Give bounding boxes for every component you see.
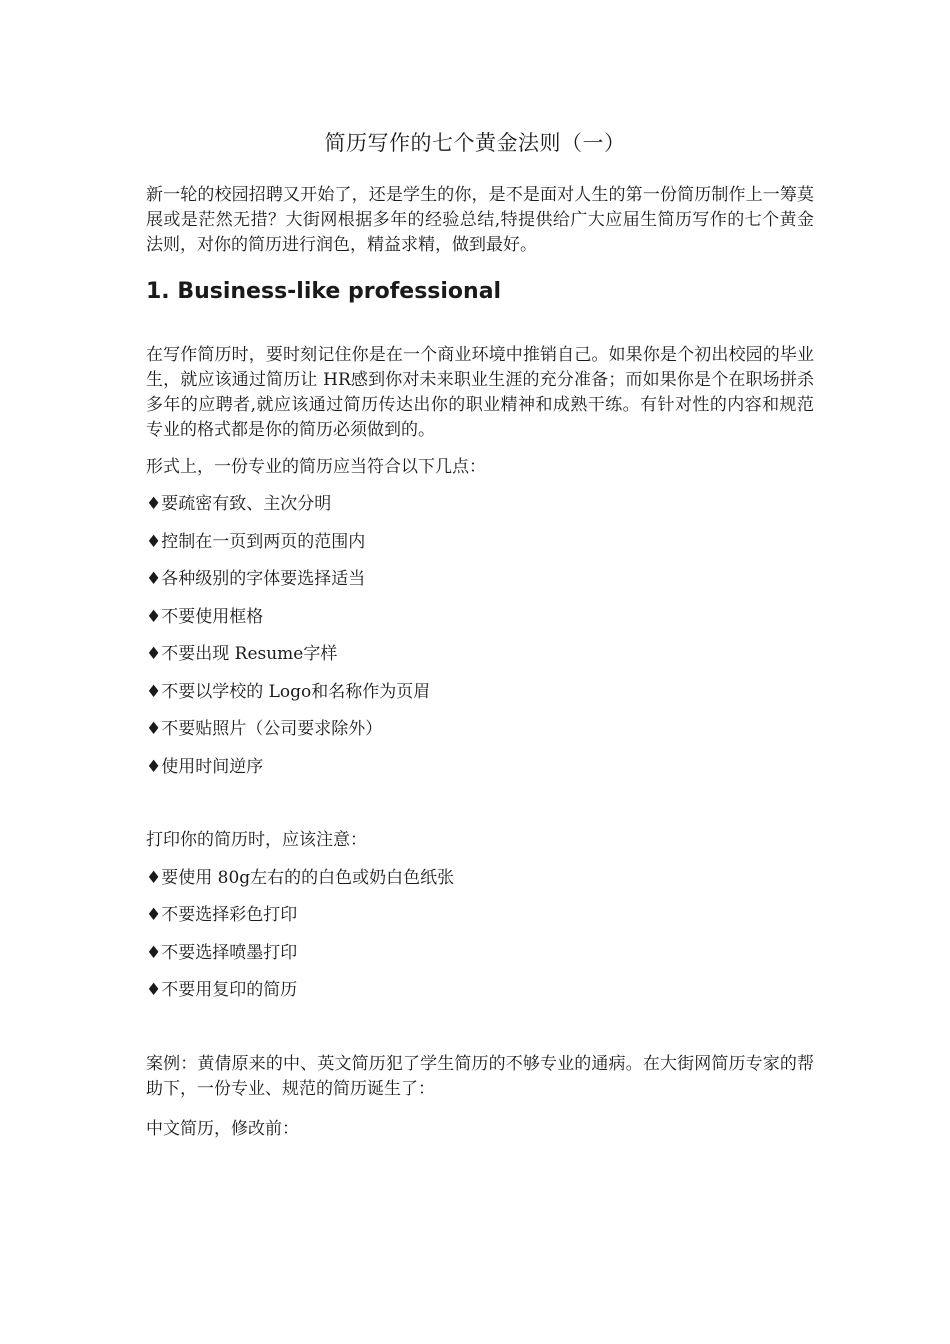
format-item: ♦不要使用框格: [146, 607, 264, 627]
section-paragraph: 在写作简历时，要时刻记住你是在一个商业环境中推销自己。如果你是个初出校园的毕业生，就应该通过简历让 HR感到你对未来职业生涯的充分准备；而如果你是个在职场拼杀多年的应聘者,就应该通过简历传达出你的职业精神和成熟干练。有针对性的内容和规范专业的格式都是你的简历必须做到的。: [146, 345, 814, 440]
format-item: ♦各种级别的字体要选择适当: [146, 569, 366, 589]
section-heading: 1. Business-like professional: [146, 279, 502, 304]
print-intro: 打印你的简历时，应该注意：: [146, 830, 367, 850]
format-item: ♦要疏密有致、主次分明: [146, 494, 332, 514]
intro-paragraph: 新一轮的校园招聘又开始了，还是学生的你，是不是面对人生的第一份简历制作上一筹莫展或是茫然无措？大街网根据多年的经验总结,特提供给广大应届生简历写作的七个黄金法则，对你的简历进行润色，精益求精，做到最好。: [146, 185, 814, 255]
format-item: ♦使用时间逆序: [146, 757, 264, 777]
format-item: ♦不要以学校的 Logo和名称作为页眉: [146, 682, 431, 702]
print-item: ♦要使用 80g左右的的白色或奶白色纸张: [146, 868, 455, 888]
print-item: ♦不要选择彩色打印: [146, 905, 298, 925]
format-item: ♦不要贴照片（公司要求除外）: [146, 719, 383, 739]
format-intro: 形式上，一份专业的简历应当符合以下几点：: [146, 457, 486, 477]
print-item: ♦不要选择喷墨打印: [146, 943, 298, 963]
print-item: ♦不要用复印的简历: [146, 980, 298, 1000]
case-paragraph: 案例：黄倩原来的中、英文简历犯了学生简历的不够专业的通病。在大街网简历专家的帮助下，一份专业、规范的简历诞生了：: [146, 1054, 814, 1099]
case-label: 中文简历，修改前：: [146, 1119, 299, 1139]
document-title: 简历写作的七个黄金法则（一）: [324, 131, 626, 155]
format-item: ♦控制在一页到两页的范围内: [146, 532, 366, 552]
format-item: ♦不要出现 Resume字样: [146, 644, 338, 664]
